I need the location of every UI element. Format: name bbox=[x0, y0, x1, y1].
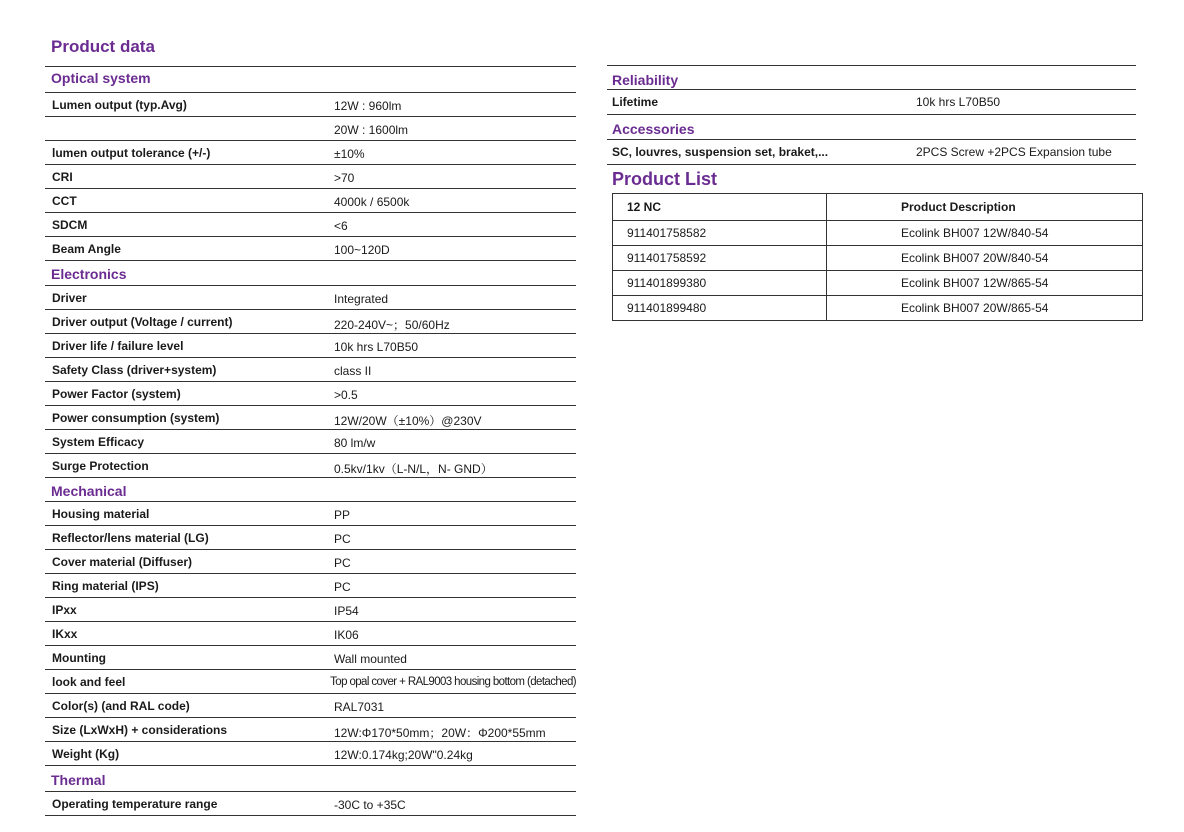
spec-value: Wall mounted bbox=[334, 652, 407, 666]
spec-row bbox=[45, 165, 576, 189]
spec-key: lumen output tolerance (+/-) bbox=[52, 146, 211, 160]
table-header-row bbox=[613, 194, 1143, 221]
spec-row bbox=[45, 117, 576, 141]
spec-key: look and feel bbox=[52, 675, 126, 689]
section-accessories: Accessories bbox=[607, 115, 1136, 140]
spec-value: >0.5 bbox=[334, 388, 358, 402]
spec-key: IPxx bbox=[52, 603, 77, 617]
spec-row bbox=[45, 213, 576, 237]
spec-key: CRI bbox=[52, 170, 73, 184]
spec-value: PC bbox=[334, 580, 351, 594]
spec-key: SDCM bbox=[52, 218, 88, 232]
spec-row bbox=[45, 742, 576, 766]
spec-key: Power consumption (system) bbox=[52, 411, 220, 425]
spec-key: Driver bbox=[52, 291, 87, 305]
spec-key: Color(s) (and RAL code) bbox=[52, 699, 190, 713]
page-title: Product data bbox=[51, 37, 155, 56]
column-header: 12 NC bbox=[613, 194, 827, 221]
spec-value: -30C to +35C bbox=[334, 798, 406, 812]
spec-key: Mounting bbox=[52, 651, 106, 665]
spec-value: IP54 bbox=[334, 604, 359, 618]
spec-value: 12W:0.174kg;20W"0.24kg bbox=[334, 748, 473, 762]
spec-key: Lumen output (typ.Avg) bbox=[52, 98, 187, 112]
spec-key: Operating temperature range bbox=[52, 797, 218, 811]
spec-row bbox=[45, 670, 576, 694]
spec-row bbox=[45, 694, 576, 718]
table-cell: Ecolink BH007 20W/865-54 bbox=[827, 296, 1143, 321]
spec-key: SC, louvres, suspension set, braket,... bbox=[612, 145, 829, 159]
table-cell: Ecolink BH007 20W/840-54 bbox=[827, 246, 1143, 271]
spec-value: 80 lm/w bbox=[334, 436, 376, 450]
spec-row bbox=[45, 141, 576, 165]
table-cell: 911401758592 bbox=[613, 246, 827, 271]
spec-row bbox=[45, 237, 576, 261]
spec-row bbox=[45, 622, 576, 646]
spec-key: Safety Class (driver+system) bbox=[52, 363, 217, 377]
spec-key: System Efficacy bbox=[52, 435, 145, 449]
section-mechanical: Mechanical bbox=[45, 478, 576, 502]
spec-key: Driver output (Voltage / current) bbox=[52, 315, 233, 329]
spec-value: 10k hrs L70B50 bbox=[916, 95, 1001, 109]
spec-key: Cover material (Diffuser) bbox=[52, 555, 193, 569]
spec-value: 12W : 960lm bbox=[334, 99, 402, 113]
spec-value: ±10% bbox=[334, 147, 365, 161]
column-header: Product Description bbox=[827, 194, 1143, 221]
table-row bbox=[613, 296, 1143, 321]
spec-value: 220-240V~；50/60Hz bbox=[334, 318, 450, 332]
spec-row bbox=[45, 93, 576, 117]
section-electronics: Electronics bbox=[45, 261, 576, 286]
spec-value: IK06 bbox=[334, 628, 359, 642]
spec-row bbox=[45, 358, 576, 382]
product-list-title: Product List bbox=[612, 169, 718, 189]
spec-row bbox=[607, 140, 1136, 165]
spec-key: Power Factor (system) bbox=[52, 387, 181, 401]
spec-value: class II bbox=[334, 364, 372, 378]
spec-row bbox=[45, 430, 576, 454]
spec-value: <6 bbox=[334, 219, 348, 233]
spec-row bbox=[45, 646, 576, 670]
spec-value: 100~120D bbox=[334, 243, 390, 257]
spec-key: Ring material (IPS) bbox=[52, 579, 159, 593]
spec-row bbox=[45, 334, 576, 358]
spec-row bbox=[45, 454, 576, 478]
spec-value: 0.5kv/1kv（L-N/L，N- GND） bbox=[334, 462, 493, 476]
spec-key: Housing material bbox=[52, 507, 150, 521]
spec-key: Surge Protection bbox=[52, 459, 149, 473]
table-cell: Ecolink BH007 12W/865-54 bbox=[827, 271, 1143, 296]
spec-value: PC bbox=[334, 556, 351, 570]
spec-row bbox=[45, 718, 576, 742]
table-cell: 911401758582 bbox=[613, 221, 827, 246]
spec-row bbox=[45, 550, 576, 574]
spec-value: PP bbox=[334, 508, 351, 522]
spec-row bbox=[45, 502, 576, 526]
spec-value: 2PCS Screw +2PCS Expansion tube bbox=[916, 145, 1112, 159]
product-data-table bbox=[45, 66, 576, 816]
spec-key: Driver life / failure level bbox=[52, 339, 184, 353]
spec-value: RAL7031 bbox=[334, 700, 385, 714]
table-cell: Ecolink BH007 12W/840-54 bbox=[827, 221, 1143, 246]
product-list-table bbox=[612, 193, 1143, 321]
spec-value: 10k hrs L70B50 bbox=[334, 340, 419, 354]
spec-value: Integrated bbox=[334, 292, 389, 306]
spec-value: Top opal cover + RAL9003 housing bottom (detached) bbox=[330, 676, 576, 688]
spec-value: 20W : 1600lm bbox=[334, 123, 409, 137]
section-reliability: Reliability bbox=[607, 65, 1136, 90]
section-optical-system: Optical system bbox=[45, 66, 576, 93]
spec-row bbox=[45, 406, 576, 430]
spec-key: Reflector/lens material (LG) bbox=[52, 531, 209, 545]
spec-value: 4000k / 6500k bbox=[334, 195, 410, 209]
spec-row bbox=[45, 574, 576, 598]
spec-row bbox=[45, 598, 576, 622]
spec-key: CCT bbox=[52, 194, 77, 208]
table-cell: 911401899480 bbox=[613, 296, 827, 321]
table-row bbox=[613, 246, 1143, 271]
spec-key: IKxx bbox=[52, 627, 78, 641]
spec-key bbox=[45, 117, 327, 140]
spec-value: 12W/20W（±10%）@230V bbox=[334, 414, 482, 428]
right-column bbox=[607, 65, 1136, 192]
spec-value: 12W:Φ170*50mm；20W：Φ200*55mm bbox=[334, 726, 546, 740]
spec-row bbox=[45, 526, 576, 550]
spec-row bbox=[45, 310, 576, 334]
spec-key: Size (LxWxH) + considerations bbox=[52, 723, 228, 737]
section-thermal: Thermal bbox=[45, 766, 576, 792]
spec-row bbox=[45, 382, 576, 406]
spec-row bbox=[45, 286, 576, 310]
spec-row bbox=[45, 792, 576, 816]
spec-value: >70 bbox=[334, 171, 355, 185]
spec-key: Lifetime bbox=[612, 95, 659, 109]
spec-key: Beam Angle bbox=[52, 242, 121, 256]
spec-value: PC bbox=[334, 532, 351, 546]
table-row bbox=[613, 271, 1143, 296]
table-row bbox=[613, 221, 1143, 246]
spec-key: Weight (Kg) bbox=[52, 747, 120, 761]
table-cell: 911401899380 bbox=[613, 271, 827, 296]
spec-row bbox=[45, 189, 576, 213]
spec-row bbox=[607, 90, 1136, 115]
